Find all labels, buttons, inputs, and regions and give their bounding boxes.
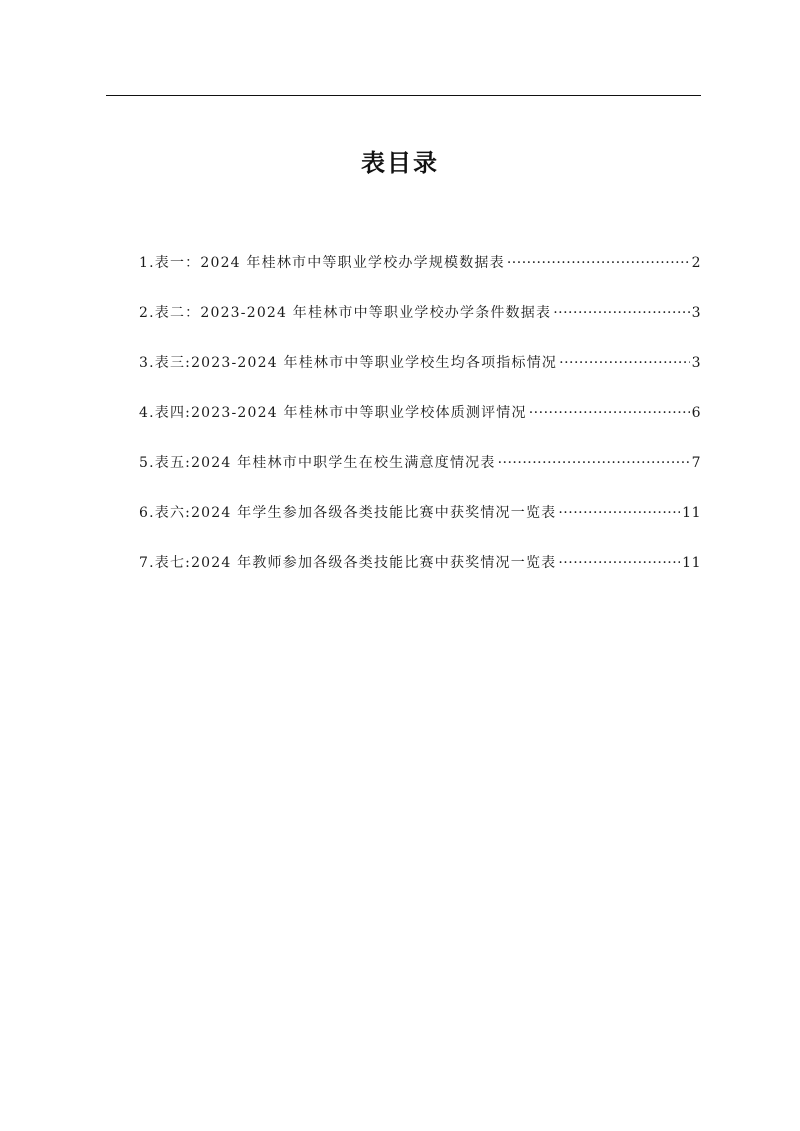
page-title: 表目录: [361, 149, 439, 177]
toc-leader-dots: [498, 452, 690, 474]
toc-page-number: 7: [691, 455, 701, 471]
toc-page-number: 2: [691, 255, 701, 271]
toc-page-number: 11: [682, 555, 701, 571]
toc-entry[interactable]: [139, 452, 701, 502]
toc-leader-dots: [553, 302, 689, 324]
toc-entry-label: 3.表三:2023-2024 年桂林市中等职业学校生均各项指标情况: [139, 355, 558, 371]
toc-entry[interactable]: [139, 352, 701, 402]
header-rule: [106, 95, 701, 96]
toc-page-number: 11: [682, 505, 701, 521]
toc-entry-label: 5.表五:2024 年桂林市中职学生在校生满意度情况表: [139, 455, 496, 471]
toc-entry[interactable]: [139, 502, 701, 552]
toc-leader-dots: [559, 352, 689, 374]
toc-entry-label: 7.表七:2024 年教师参加各级各类技能比赛中获奖情况一览表: [139, 555, 557, 571]
toc-entry[interactable]: [139, 552, 701, 602]
table-of-contents: [139, 252, 701, 602]
toc-leader-dots: [507, 252, 690, 274]
toc-entry-label: 4.表四:2023-2024 年桂林市中等职业学校体质测评情况: [139, 405, 527, 421]
toc-entry-label: 2.表二：2023-2024 年桂林市中等职业学校办学条件数据表: [139, 305, 552, 321]
toc-leader-dots: [558, 552, 680, 574]
toc-entry-label: 1.表一：2024 年桂林市中等职业学校办学规模数据表: [139, 255, 505, 271]
toc-entry-label: 6.表六:2024 年学生参加各级各类技能比赛中获奖情况一览表: [139, 505, 557, 521]
toc-entry[interactable]: [139, 302, 701, 352]
toc-page-number: 3: [691, 355, 701, 371]
toc-leader-dots: [558, 502, 680, 524]
toc-page-number: 6: [691, 405, 701, 421]
toc-leader-dots: [529, 402, 690, 424]
toc-entry[interactable]: [139, 402, 701, 452]
toc-entry[interactable]: [139, 252, 701, 302]
toc-page-number: 3: [691, 305, 701, 321]
